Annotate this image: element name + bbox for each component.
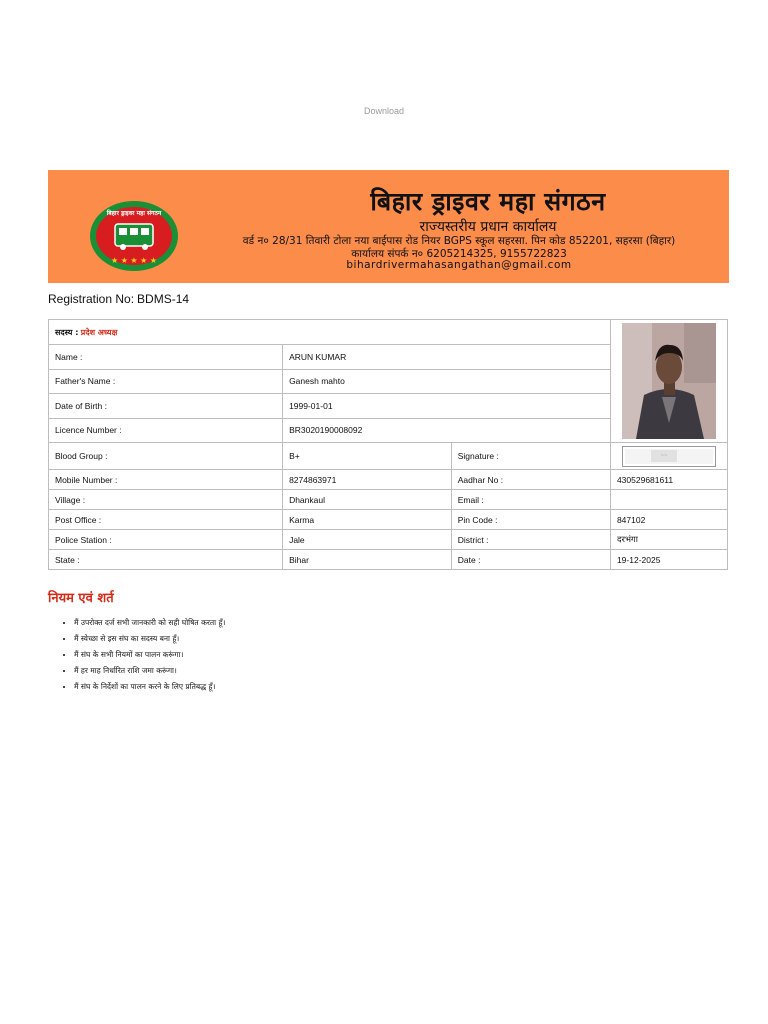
blood-group-value: B+ [283, 443, 452, 470]
mobile-label: Mobile Number : [49, 470, 283, 490]
office-contact: कार्यालय संपर्क न० 6205214325, 9155722823 [351, 248, 567, 260]
district-value: दरभंगा [610, 530, 727, 550]
office-subtitle: राज्यस्तरीय प्रधान कार्यालय [419, 219, 557, 235]
table-row [49, 550, 728, 570]
table-row [49, 490, 728, 510]
signature-image [622, 446, 716, 467]
father-name-value: Ganesh mahto [283, 369, 611, 393]
list-item: • मैं हर माह निर्धारित राशि जमा करूंगा। [74, 663, 225, 679]
member-photo [622, 323, 716, 439]
name-label: Name : [49, 345, 283, 369]
photo-cell [610, 320, 727, 443]
office-email: bihardrivermahasangathan@gmail.com [346, 259, 572, 271]
name-value: ARUN KUMAR [283, 345, 611, 369]
blood-group-label: Blood Group : [49, 443, 283, 470]
pin-code-value: 847102 [610, 510, 727, 530]
svg-text:बिहार ड्राइवर महा संगठन: बिहार ड्राइवर महा संगठन [106, 210, 162, 217]
signature-cell [610, 443, 727, 470]
list-item: • मैं संघ के सभी नियमों का पालन करूंगा। [74, 647, 225, 663]
email-value [610, 490, 727, 510]
state-label: State : [49, 550, 283, 570]
member-designation: प्रदेश अध्यक्ष [80, 327, 118, 337]
table-row [49, 320, 728, 345]
list-item: • मैं उपरोक्त दर्ज सभी जानकारी को सही घोषित करता हूँ। [74, 615, 225, 631]
table-row [49, 530, 728, 550]
table-row [49, 443, 728, 470]
organization-title: बिहार ड्राइवर महा संगठन [370, 187, 606, 216]
village-label: Village : [49, 490, 283, 510]
signature-label: Signature : [451, 443, 610, 470]
table-row [49, 510, 728, 530]
registration-value: BDMS-14 [137, 292, 190, 306]
police-station-value: Jale [283, 530, 452, 550]
list-item: • मैं स्वेच्छा से इस संघ का सदस्य बना हूँ। [74, 631, 225, 647]
bus-emblem-logo [88, 200, 180, 272]
signature-mark: ~~ [651, 450, 677, 462]
licence-label: Licence Number : [49, 418, 283, 442]
post-office-label: Post Office : [49, 510, 283, 530]
date-value: 19-12-2025 [610, 550, 727, 570]
date-label: Date : [451, 550, 610, 570]
table-row [49, 470, 728, 490]
email-label: Email : [451, 490, 610, 510]
father-name-label: Father's Name : [49, 369, 283, 393]
member-label: सदस्य : [55, 327, 79, 337]
licence-value: BR3020190008092 [283, 418, 611, 442]
download-link[interactable]: Download [363, 106, 405, 116]
list-item: • मैं संघ के निर्देशों का पालन करने के लिए प्रतिबद्ध हूँ। [74, 679, 225, 695]
village-value: Dhankaul [283, 490, 452, 510]
svg-text:★ ★ ★ ★ ★: ★ ★ ★ ★ ★ [110, 256, 158, 265]
office-address: वर्ड न० 28/31 तिवारी टोला नया बाईपास रोड नियर BGPS स्कूल सहरसा. पिन कोड 852201, सहरसा (बिहार) [242, 235, 676, 247]
aadhar-label: Aadhar No : [451, 470, 610, 490]
district-label: District : [451, 530, 610, 550]
pin-code-label: Pin Code : [451, 510, 610, 530]
header-banner [48, 170, 729, 283]
member-cell [49, 320, 611, 345]
post-office-value: Karma [283, 510, 452, 530]
mobile-value: 8274863971 [283, 470, 452, 490]
terms-title: नियम एवं शर्त [48, 591, 114, 606]
dob-label: Date of Birth : [49, 394, 283, 418]
terms-list [48, 615, 225, 695]
registration-number [48, 292, 189, 306]
dob-value: 1999-01-01 [283, 394, 611, 418]
registration-label: Registration No: [48, 292, 135, 306]
aadhar-value: 430529681611 [610, 470, 727, 490]
police-station-label: Police Station : [49, 530, 283, 550]
member-details-table [48, 319, 728, 570]
state-value: Bihar [283, 550, 452, 570]
